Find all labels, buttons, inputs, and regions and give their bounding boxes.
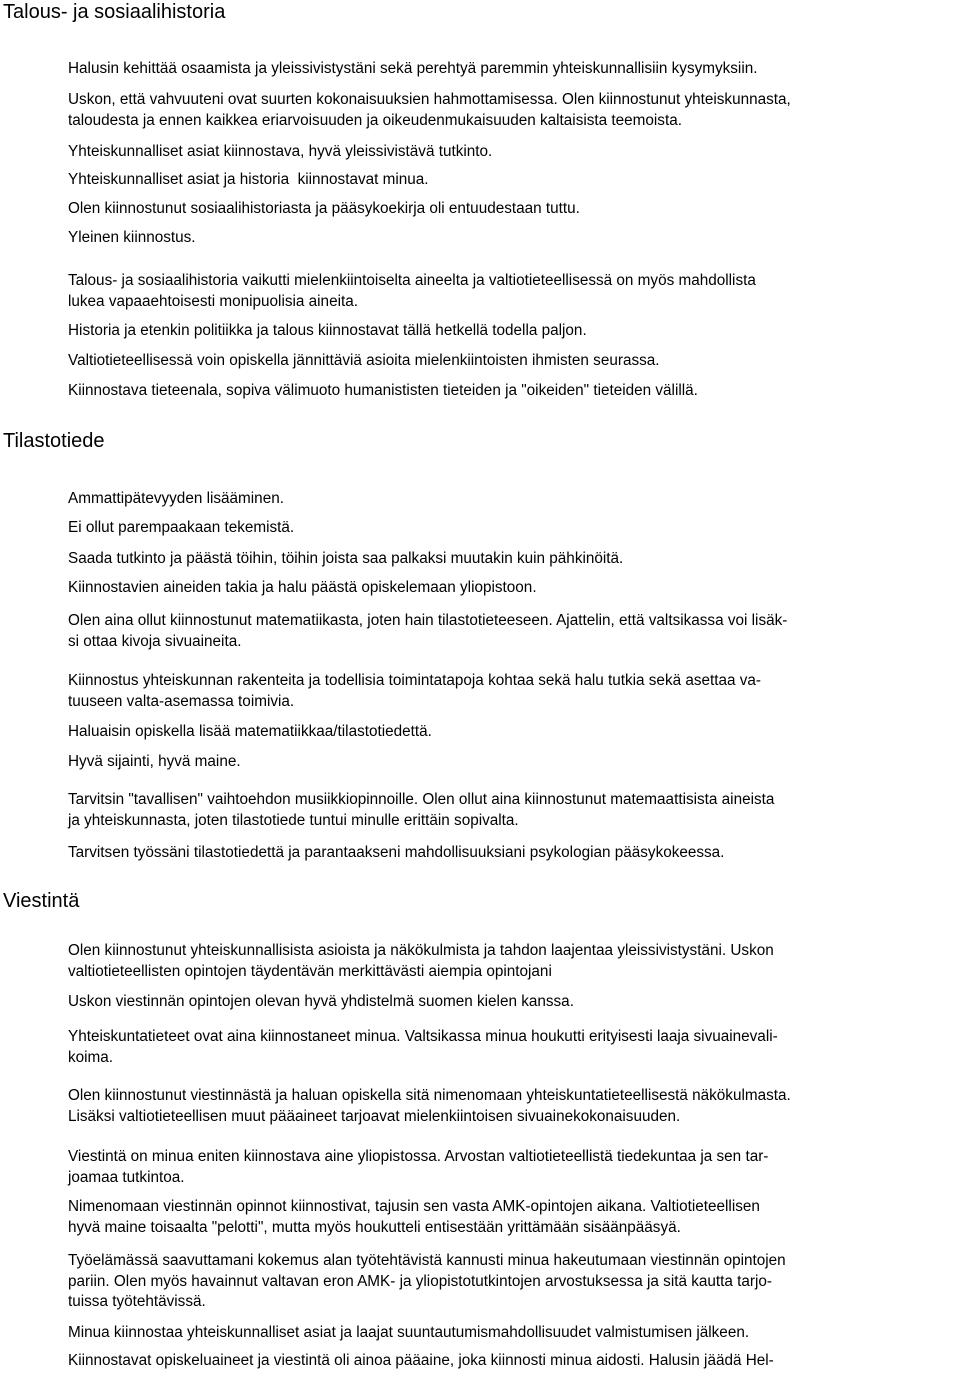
section-heading: Tilastotiede — [3, 430, 105, 452]
response-text: Tarvitsin "tavallisen" vaihtoehdon musiikkiopinnoille. Olen ollut aina kiinnostunut matemaattisista aineista ja yhteiskunnasta, joten tilastotiede tuntui minulle erittäin sopivalta. — [68, 791, 775, 829]
section-heading: Viestintä — [3, 890, 80, 912]
response-text: Uskon viestinnän opintojen olevan hyvä yhdistelmä suomen kielen kanssa. — [68, 993, 574, 1010]
response-text: Viestintä on minua eniten kiinnostava aine yliopistossa. Arvostan valtiotieteellistä tiedekuntaa ja sen tar- joamaa tutkintoa. — [68, 1148, 769, 1186]
response-text: Kiinnostavien aineiden takia ja halu päästä opiskelemaan yliopistoon. — [68, 579, 537, 596]
response-text: Nimenomaan viestinnän opinnot kiinnostivat, tajusin sen vasta AMK-opintojen aikana. Valtiotieteellisen hyvä maine toisaalta "pelotti", mutta myös houkutteli entisestään yrittämään sisäänpääsyä. — [68, 1198, 760, 1236]
response-text: Minua kiinnostaa yhteiskunnalliset asiat ja laajat suuntautumismahdollisuudet valmistumisen jälkeen. — [68, 1324, 750, 1341]
response-text: Haluaisin opiskella lisää matematiikkaa/tilastotiedettä. — [68, 723, 432, 740]
response-text: Olen kiinnostunut sosiaalihistoriasta ja pääsykoekirja oli entuudestaan tuttu. — [68, 200, 580, 217]
response-text: Halusin kehittää osaamista ja yleissivistystäni sekä perehtyä paremmin yhteiskunnallisiin kysymyksiin. — [68, 60, 758, 77]
response-text: Työelämässä saavuttamani kokemus alan työtehtävistä kannusti minua hakeutumaan viestinnän opintojen pariin. Olen myös havainnut valtavan eron AMK- ja yliopistotutkintojen arvostuksessa ja sitä kautta tarjo- tuissa työtehtävissä. — [68, 1252, 786, 1310]
response-text: Yleinen kiinnostus. — [68, 229, 196, 246]
section-heading: Talous- ja sosiaalihistoria — [3, 1, 226, 23]
response-text: Uskon, että vahvuuteni ovat suurten kokonaisuuksien hahmottamisessa. Olen kiinnostunut yhteiskunnasta, taloudesta ja ennen kaikkea eriarvoisuuden ja oikeudenmukaisuuden kaltaisista teemoista. — [68, 91, 791, 129]
response-text: Yhteiskunnalliset asiat ja historia kiinnostavat minua. — [68, 171, 429, 188]
response-text: Yhteiskuntatieteet ovat aina kiinnostaneet minua. Valtsikassa minua houkutti erityisesti laaja sivuainevali- koima. — [68, 1028, 778, 1066]
response-text: Hyvä sijainti, hyvä maine. — [68, 753, 241, 770]
response-text: Olen kiinnostunut yhteiskunnallisista asioista ja näkökulmista ja tahdon laajentaa yleissivistystäni. Uskon valtiotieteellisten opintojen täydentävän merkittävästi aiempia opintojani — [68, 942, 774, 980]
response-text: Historia ja etenkin politiikka ja talous kiinnostavat tällä hetkellä todella paljon. — [68, 322, 587, 339]
response-text: Ei ollut parempaakaan tekemistä. — [68, 519, 295, 536]
response-text: Saada tutkinto ja päästä töihin, töihin joista saa palkaksi muutakin kuin pähkinöitä. — [68, 550, 624, 567]
response-text: Talous- ja sosiaalihistoria vaikutti mielenkiintoiselta aineelta ja valtiotieteellisessä on myös mahdollista lukea vapaaehtoisesti monipuolisia aineita. — [68, 272, 756, 310]
response-text: Olen aina ollut kiinnostunut matematiikasta, joten hain tilastotieteeseen. Ajattelin, että valtsikassa voi lisäk- si ottaa kivoja sivuaineita. — [68, 612, 788, 650]
response-text: Yhteiskunnalliset asiat kiinnostava, hyvä yleissivistävä tutkinto. — [68, 143, 493, 160]
response-text: Tarvitsen työssäni tilastotiedettä ja parantaakseni mahdollisuuksiani psykologian pääsykokeessa. — [68, 844, 725, 861]
response-text: Olen kiinnostunut viestinnästä ja haluan opiskella sitä nimenomaan yhteiskuntatieteellisestä näkökulmasta. Lisäksi valtiotieteellisen muut pääaineet tarjoavat mielenkiintoisen sivuainekokonaisuuden. — [68, 1087, 791, 1125]
response-text: Kiinnostus yhteiskunnan rakenteita ja todellisia toimintatapoja kohtaa sekä halu tutkia sekä asettaa va- tuuseen valta-asemassa toimivia. — [68, 672, 762, 710]
response-text: Kiinnostava tieteenala, sopiva välimuoto humanististen tieteiden ja "oikeiden" tieteiden välillä. — [68, 382, 698, 399]
response-text: Kiinnostavat opiskeluaineet ja viestintä oli ainoa pääaine, joka kiinnosti minua aidosti. Halusin jäädä Hel- — [68, 1352, 774, 1369]
response-text: Ammattipätevyyden lisääminen. — [68, 490, 284, 507]
response-text: Valtiotieteellisessä voin opiskella jännittäviä asioita mielenkiintoisten ihmisten seurassa. — [68, 352, 660, 369]
